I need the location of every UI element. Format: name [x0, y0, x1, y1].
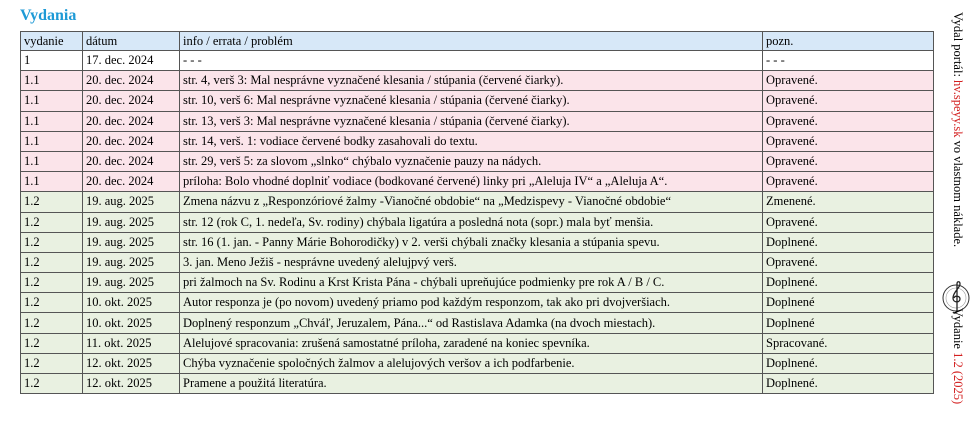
cell-info: str. 10, verš 6: Mal nesprávne vyznačené klesania / stúpania (červené čiarky). [180, 91, 763, 111]
cell-info: Alelujové spracovania: zrušená samostatné príloha, zaradené na koniec spevníka. [180, 333, 763, 353]
cell-date: 12. okt. 2025 [83, 374, 180, 394]
cell-date: 12. okt. 2025 [83, 353, 180, 373]
side-imprint [941, 8, 973, 428]
cell-edition: 1.2 [21, 192, 83, 212]
cell-note: Doplnené. [763, 374, 934, 394]
cell-note: Doplnené [763, 313, 934, 333]
table-row [21, 151, 934, 171]
publisher-suffix: vo vlastnom náklade. [951, 137, 965, 248]
cell-edition: 1.2 [21, 273, 83, 293]
cell-info: str. 12 (rok C, 1. nedeľa, Sv. rodiny) chýbala ligatúra a posledná nota (sopr.) mala byť menšia. [180, 212, 763, 232]
cell-edition: 1.2 [21, 293, 83, 313]
cell-edition: 1.1 [21, 91, 83, 111]
cell-note: Opravené. [763, 172, 934, 192]
cell-edition: 1.2 [21, 313, 83, 333]
table-row [21, 192, 934, 212]
cell-note: Opravené. [763, 212, 934, 232]
cell-edition: 1.2 [21, 333, 83, 353]
cell-date: 20. dec. 2024 [83, 172, 180, 192]
header-edition: vydanie [21, 32, 83, 51]
cell-edition: 1.2 [21, 212, 83, 232]
cell-date: 10. okt. 2025 [83, 313, 180, 333]
cell-note: Opravené. [763, 71, 934, 91]
cell-date: 20. dec. 2024 [83, 151, 180, 171]
header-note: pozn. [763, 32, 934, 51]
cell-note: Doplnené. [763, 232, 934, 252]
cell-edition: 1.2 [21, 374, 83, 394]
cell-note: Zmenené. [763, 192, 934, 212]
edition-prefix: Vydanie [951, 308, 965, 353]
cell-info: str. 16 (1. jan. - Panny Márie Bohorodičky) v 2. verši chýbali značky klesania a stúpania spevu. [180, 232, 763, 252]
table-row [21, 91, 934, 111]
cell-edition: 1.1 [21, 151, 83, 171]
cell-date: 20. dec. 2024 [83, 91, 180, 111]
table-header-row [21, 32, 934, 51]
table-row [21, 273, 934, 293]
header-info: info / errata / problém [180, 32, 763, 51]
cell-info: Chýba vyznačenie spoločných žalmov a alelujových veršov a ich podfarbenie. [180, 353, 763, 373]
cell-info: pri žalmoch na Sv. Rodinu a Krst Krista Pána - chýbali upreňujúce podmienky pre rok A / B / C. [180, 273, 763, 293]
cell-info: str. 29, verš 5: za slovom „slnko“ chýbalo vyznačenie pauzy na nádych. [180, 151, 763, 171]
cell-date: 20. dec. 2024 [83, 131, 180, 151]
publisher-line [950, 12, 965, 247]
cell-date: 10. okt. 2025 [83, 293, 180, 313]
table-row [21, 71, 934, 91]
cell-edition: 1.1 [21, 71, 83, 91]
cell-date: 20. dec. 2024 [83, 71, 180, 91]
cell-info: Pramene a použitá literatúra. [180, 374, 763, 394]
cell-date: 19. aug. 2025 [83, 252, 180, 272]
cell-info: - - - [180, 51, 763, 71]
cell-info: Zmena názvu z „Responzóriové žalmy -Vianočné obdobie“ na „Medzispevy - Vianočné obdobie“ [180, 192, 763, 212]
cell-note: Spracované. [763, 333, 934, 353]
table-row [21, 51, 934, 71]
table-row [21, 353, 934, 373]
cell-note: Opravené. [763, 131, 934, 151]
cell-edition: 1.1 [21, 172, 83, 192]
publisher-link[interactable]: hv.speyy.sk [951, 80, 965, 138]
cell-note: Opravené. [763, 252, 934, 272]
table-row [21, 172, 934, 192]
editions-table [20, 31, 934, 394]
cell-info: str. 13, verš 3: Mal nesprávne vyznačené klesania / stúpania (červené čiarky). [180, 111, 763, 131]
table-row [21, 293, 934, 313]
cell-edition: 1.1 [21, 111, 83, 131]
cell-info: str. 4, verš 3: Mal nesprávne vyznačené klesania / stúpania (červené čiarky). [180, 71, 763, 91]
cell-edition: 1 [21, 51, 83, 71]
cell-note: Opravené. [763, 91, 934, 111]
cell-info: str. 14, verš. 1: vodiace červené bodky zasahovali do textu. [180, 131, 763, 151]
cell-edition: 1.2 [21, 252, 83, 272]
cell-note: Opravené. [763, 111, 934, 131]
page-title: Vydania [20, 7, 77, 24]
cell-note: Doplnené [763, 293, 934, 313]
cell-note: - - - [763, 51, 934, 71]
table-row [21, 252, 934, 272]
publisher-prefix: Vydal portál: [951, 12, 965, 81]
table-row [21, 333, 934, 353]
cell-edition: 1.2 [21, 232, 83, 252]
table-row [21, 111, 934, 131]
cell-date: 19. aug. 2025 [83, 273, 180, 293]
cell-date: 11. okt. 2025 [83, 333, 180, 353]
cell-date: 19. aug. 2025 [83, 212, 180, 232]
cell-date: 19. aug. 2025 [83, 192, 180, 212]
cell-edition: 1.1 [21, 131, 83, 151]
table-row [21, 313, 934, 333]
cell-note: Opravené. [763, 151, 934, 171]
cell-note: Doplnené. [763, 273, 934, 293]
table-row [21, 232, 934, 252]
table-row [21, 212, 934, 232]
cell-note: Doplnené. [763, 353, 934, 373]
edition-value: 1.2 (2025) [951, 352, 965, 405]
table-row [21, 374, 934, 394]
cell-date: 19. aug. 2025 [83, 232, 180, 252]
cell-info: Autor responza je (po novom) uvedený priamo pod každým responzom, tak ako pri dvojveršiach. [180, 293, 763, 313]
cell-info: 3. jan. Meno Ježiš - nesprávne uvedený alelujpvý verš. [180, 252, 763, 272]
header-date: dátum [83, 32, 180, 51]
cell-info: Doplnený responzum „Chváľ, Jeruzalem, Pána...“ od Rastislava Adamka (na dvoch miestach). [180, 313, 763, 333]
edition-line [950, 308, 965, 404]
cell-date: 17. dec. 2024 [83, 51, 180, 71]
cell-date: 20. dec. 2024 [83, 111, 180, 131]
cell-edition: 1.2 [21, 353, 83, 373]
table-row [21, 131, 934, 151]
cell-info: príloha: Bolo vhodné doplniť vodiace (bodkované červené) linky pri „Aleluja IV“ a „Aleluja A“. [180, 172, 763, 192]
